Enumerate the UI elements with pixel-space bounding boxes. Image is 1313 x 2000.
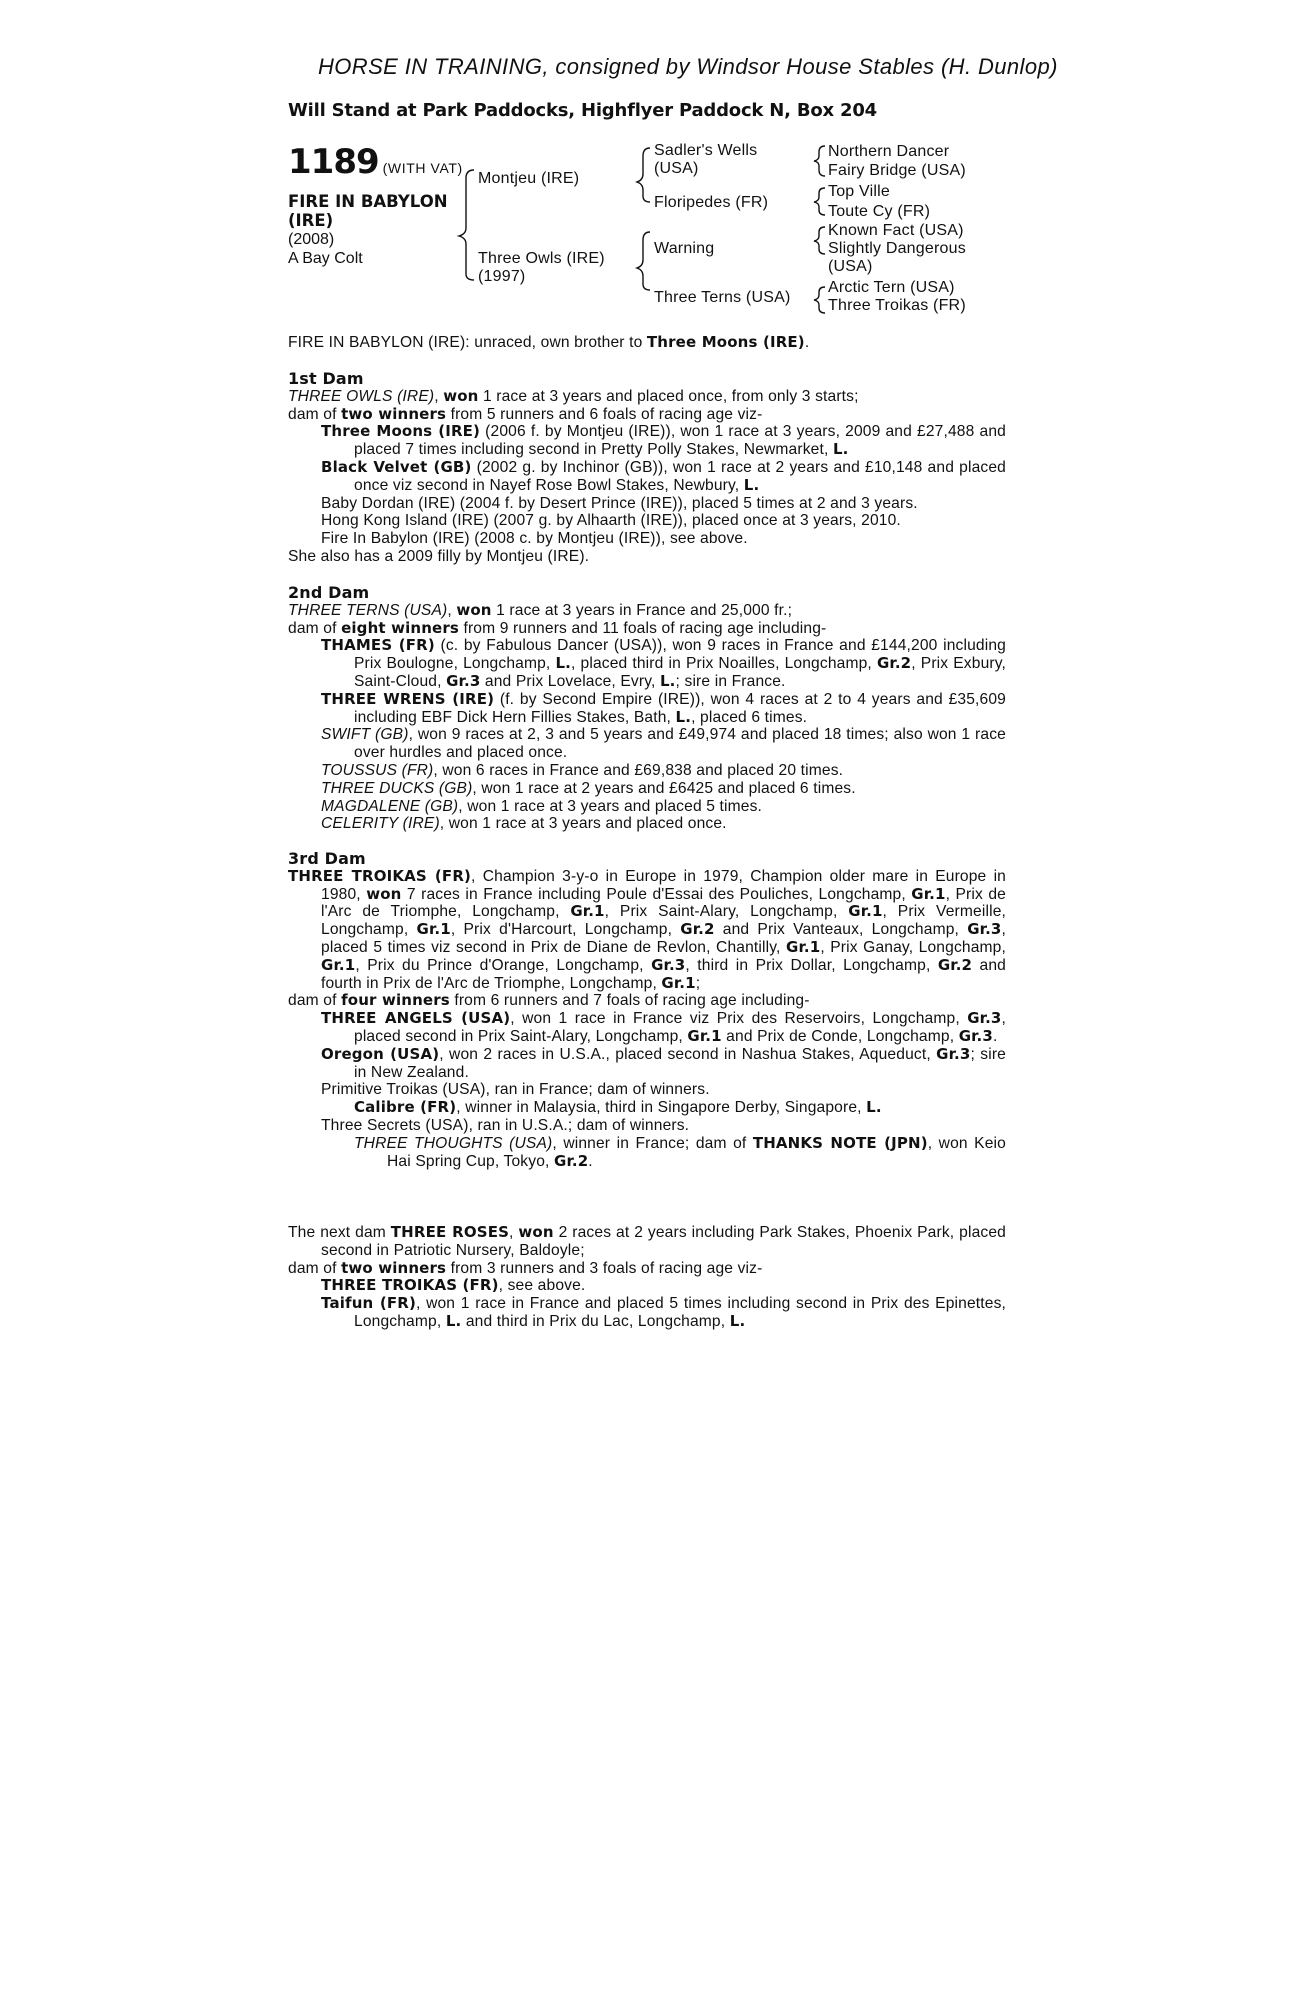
produce-row: Hong Kong Island (IRE) (2007 g. by Alhaarth (IRE)), placed once at 3 years, 2010. (321, 512, 901, 530)
race-grade: Gr.3 (958, 1026, 993, 1045)
race-grade: L. (445, 1311, 462, 1330)
race-grade: L. (866, 1098, 882, 1117)
produce-record: , placed third in Prix Noailles, Longchamp, (571, 655, 877, 673)
record-text: The next dam (288, 1224, 391, 1241)
produce-record: , won 6 races in France and £69,838 and placed 20 times. (433, 761, 844, 779)
race-grade: Gr.3 (651, 955, 686, 974)
gg-6: Slightly Dangerous (828, 240, 966, 257)
next-dam-name: THREE ROSES (390, 1223, 510, 1241)
runners-text: from 5 runners and 6 foals of racing age viz- (446, 405, 763, 423)
produce-record: , won 1 race in France viz Prix des Reservoirs, Longchamp, (510, 1010, 968, 1028)
produce-name: THREE TROIKAS (FR) (321, 1276, 499, 1295)
gg-8: Three Troikas (FR) (828, 297, 966, 314)
produce-record: (c. by Fabulous Dancer (USA)), won 9 races in France and £144,200 including Prix Boulogne, Longchamp, (354, 637, 1006, 673)
produce-record: , winner in France; dam of (552, 1134, 753, 1152)
consignor-title: HORSE IN TRAINING, consigned by Windsor House Stables (H. Dunlop) (318, 54, 1058, 79)
dam-of: dam of (288, 1259, 342, 1277)
race-grade: Gr.1 (848, 902, 883, 921)
won-label: won (456, 600, 492, 619)
race-grade: L. (675, 707, 692, 726)
produce-note: She also has a 2009 filly by Montjeu (IRE). (288, 547, 590, 565)
stand-location: Will Stand at Park Paddocks, Highflyer Paddock N, Box 204 (288, 100, 877, 121)
produce-record: (2002 g. by Inchinor (GB)), won 1 race at 2 years and £10,148 and placed once viz second in Nayef Rose Bowl Stakes, Newbury, (354, 458, 1006, 494)
third-dam-heading: 3rd Dam (288, 849, 366, 868)
dam-of: dam of (288, 992, 342, 1010)
intro-text: FIRE IN BABYLON (IRE): unraced, own brother to (288, 334, 647, 351)
vat-note: (WITH VAT) (382, 160, 463, 176)
produce-name: Calibre (FR) (354, 1098, 457, 1117)
produce-name: Taifun (FR) (321, 1294, 416, 1313)
second-dam-section: 2nd Dam THREE TERNS (USA), won 1 race at 3 years in France and 25,000 fr.; dam of eight winners from 9 runners and 11 foals of racing age including- THAMES (FR) (c. by Fabulous Dancer (USA)), won 9 races in France and £144,200 including Prix Boulogne, Longchamp, L., placed third in Prix Noailles, Longchamp, Gr.2, Prix Exbury, Saint-Cloud, Gr.3 and Prix Lovelace, Evry, L.; sire in France. THREE WRENS (IRE) (f. by Second Empire (IRE)), won 4 races at 2 to 4 years and £35,609 including EBF Dick Hern Fillies Stakes, Bath, L., placed 6 times. SWIFT (GB), won 9 races at 2, 3 and 5 years and £49,974 and placed 18 times; also won 1 race over hurdles and placed once. TOUSSUS (FR), won 6 races in France and £69,838 and placed 20 times. THREE DUCKS (GB), won 1 race at 2 years and £6425 and placed 6 times. MAGDALENE (GB), won 1 race at 3 years and placed 5 times. CELERITY (IRE), won 1 race at 3 years and placed once. (288, 583, 1007, 833)
produce-record: . (993, 1027, 998, 1045)
race-grade: Gr.2 (680, 920, 715, 939)
record-text: , Prix Saint-Alary, Longchamp, (604, 903, 849, 921)
produce-name: CELERITY (IRE) (321, 815, 440, 833)
next-dam-section (288, 1224, 1006, 1331)
gg-4: Toute Cy (FR) (828, 203, 931, 220)
race-grade: Gr.1 (416, 920, 451, 939)
produce-record: , winner in Malaysia, third in Singapore Derby, Singapore, (456, 1099, 867, 1117)
produce-record: (2006 f. by Montjeu (IRE)), won 1 race at 3 years, 2009 and £27,488 and placed 7 times including second in Pretty Polly Stakes, Newmarket, (354, 423, 1006, 459)
sire-sire: Sadler's Wells (USA) (654, 142, 758, 177)
dam-dam: Three Terns (USA) (654, 289, 791, 306)
race-grade: Gr.3 (446, 671, 481, 690)
produce-row (288, 1046, 1006, 1082)
produce-record: and Prix de Conde, Longchamp, (721, 1027, 959, 1045)
race-grade: Gr.1 (911, 884, 946, 903)
intro-end: . (804, 334, 810, 351)
produce-record: and third in Prix du Lac, Longchamp, (461, 1312, 730, 1330)
produce-row (288, 726, 1006, 762)
produce-row (288, 762, 1006, 780)
record-text: , third in Prix Dollar, Longchamp, (685, 956, 938, 974)
produce-name: MAGDALENE (GB) (321, 797, 459, 815)
dam-of: dam of (288, 405, 342, 423)
race-grade: Gr.3 (936, 1044, 971, 1063)
produce-record: , won 9 races at 2, 3 and 5 years and £49,974 and placed 18 times; also won 1 race over hurdles and placed once. (354, 726, 1006, 762)
race-grade: Gr.3 (967, 920, 1002, 939)
horse-description: A Bay Colt (288, 250, 363, 267)
produce-record: and Prix Lovelace, Evry, (480, 672, 660, 690)
winners-count: eight winners (341, 618, 459, 637)
produce-name: TOUSSUS (FR) (321, 761, 434, 779)
produce-record: , won 1 race at 3 years and placed 5 times. (458, 797, 763, 815)
produce-record: , won Keio Hai Spring Cup, Tokyo, (387, 1134, 1006, 1170)
produce-record: (f. by Second Empire (IRE)), won 4 races at 2 to 4 years and £35,609 including EBF Dick Hern Fillies Stakes, Bath, (354, 690, 1006, 726)
produce-record: , won 2 races in U.S.A., placed second in Nashua Stakes, Aqueduct, (439, 1045, 937, 1063)
produce-name: Black Velvet (GB) (321, 457, 472, 476)
gg-5: Known Fact (USA) (828, 222, 964, 239)
third-dam-section (288, 850, 1006, 1170)
gg-1: Northern Dancer (828, 143, 950, 160)
produce-row: Three Secrets (USA), ran in U.S.A.; dam of winners. (321, 1116, 690, 1134)
race-grade: Gr.1 (570, 902, 605, 921)
record-text: , Prix de l'Arc de Triomphe, Longchamp, (321, 885, 1006, 921)
won-label: won (366, 884, 402, 903)
produce-record: , see above. (498, 1277, 586, 1295)
gg-3: Top Ville (828, 183, 890, 200)
race-grade: Gr.1 (786, 937, 821, 956)
record-text: and Prix Vanteaux, Longchamp, (714, 921, 968, 939)
dam-year: (1997) (478, 268, 526, 285)
produce-name: Oregon (USA) (321, 1044, 440, 1063)
winners-count: two winners (341, 404, 447, 423)
produce-name: THREE DUCKS (GB) (321, 779, 473, 797)
produce-row: Fire In Babylon (IRE) (2008 c. by Montjeu (IRE)), see above. (321, 530, 748, 548)
record-text: 2 races at 2 years including Park Stakes, Phoenix Park, placed second in Patriotic Nursery, Baldoyle; (321, 1224, 1006, 1259)
produce-row (288, 1010, 1006, 1046)
race-grade: Gr.2 (553, 1151, 589, 1170)
produce-name: Three Moons (IRE) (321, 422, 481, 441)
produce-row (288, 459, 1006, 495)
race-grade: Gr.3 (967, 1009, 1002, 1028)
record-text: , Prix Vermeille, Longchamp, (321, 903, 1006, 939)
first-dam-heading: 1st Dam (288, 369, 364, 388)
produce-row (288, 1295, 1006, 1331)
produce-row (288, 1099, 1006, 1117)
record-text: , Prix Ganay, Longchamp, (820, 938, 1006, 956)
produce-name: THREE ANGELS (USA) (321, 1009, 511, 1028)
record-text: , Prix d'Harcourt, Longchamp, (450, 921, 681, 939)
won-label: won (443, 386, 479, 405)
produce-record: , won 1 race at 2 years and £6425 and placed 6 times. (472, 779, 856, 797)
dam-sire: Warning (654, 240, 715, 257)
gg-2: Fairy Bridge (USA) (828, 162, 966, 179)
lot-number: 1189 (288, 142, 379, 182)
first-dam-section: 1st Dam THREE OWLS (IRE), won 1 race at 3 years and placed once, from only 3 starts; dam of two winners from 5 runners and 6 foals of racing age viz- Three Moons (IRE) (2006 f. by Montjeu (IRE)), won 1 race at 3 years, 2009 and £27,488 and placed 7 times including second in Pretty Polly Stakes, Newmarket, L. Black Velvet (GB) (2002 g. by Inchinor (GB)), won 1 race at 2 years and £10,148 and placed once viz second in Nayef Rose Bowl Stakes, Newbury, L. Baby Dordan (IRE) (2004 f. by Desert Prince (IRE)), placed 5 times at 2 and 3 years. Hong Kong Island (IRE) (2007 g. by Alhaarth (IRE)), placed once at 3 years, 2010. Fire In Babylon (IRE) (2008 c. by Montjeu (IRE)), see above. She also has a 2009 filly by Montjeu (IRE). (288, 369, 1006, 565)
dam: Three Owls (IRE) (478, 250, 605, 267)
produce-row (288, 780, 1006, 798)
second-dam-record: 1 race at 3 years in France and 25,000 fr.; (491, 601, 793, 619)
second-dam-name: THREE TERNS (USA) (288, 601, 448, 619)
race-grade: Gr.2 (937, 955, 973, 974)
race-grade: L. (555, 654, 571, 673)
produce-row (288, 423, 1006, 459)
produce-name: THAMES (FR) (321, 636, 435, 655)
produce-record: . (588, 1152, 593, 1170)
produce-name: THANKS NOTE (JPN) (752, 1133, 928, 1152)
first-dam-name: THREE OWLS (IRE) (288, 387, 435, 405)
winners-count: two winners (341, 1258, 447, 1277)
produce-row (288, 798, 1006, 816)
produce-name: THREE THOUGHTS (USA) (354, 1134, 553, 1152)
produce-record: , placed 6 times. (691, 708, 808, 726)
produce-row: Baby Dordan (IRE) (2004 f. by Desert Prince (IRE)), placed 5 times at 2 and 3 years. (321, 494, 918, 512)
produce-row (288, 1135, 1006, 1171)
winners-count: four winners (341, 991, 450, 1010)
produce-row: Primitive Troikas (USA), ran in France; dam of winners. (321, 1081, 710, 1099)
race-grade: Gr.1 (687, 1026, 722, 1045)
record-text: , Champion 3-y-o in Europe in 1979, Champion older mare in Europe in 1980, (321, 867, 1007, 903)
produce-row (288, 637, 1006, 690)
foaling-year: (2008) (288, 231, 335, 248)
produce-record: , placed second in Prix Saint-Alary, Longchamp, (354, 1010, 1006, 1045)
gg-7: Arctic Tern (USA) (828, 279, 955, 296)
won-label: won (518, 1223, 554, 1241)
third-dam-name: THREE TROIKAS (FR) (288, 866, 472, 885)
dam-of: dam of (288, 619, 342, 637)
record-text: and fourth in Prix de l'Arc de Triomphe, Longchamp, (321, 956, 1007, 992)
produce-row (288, 1277, 1006, 1295)
sire-dam: Floripedes (FR) (654, 194, 769, 211)
intro (288, 334, 1006, 352)
produce-row (288, 815, 1006, 833)
race-grade: Gr.1 (321, 955, 356, 974)
produce-row (288, 691, 1006, 727)
intro-sibling: Three Moons (IRE) (646, 333, 805, 351)
runners-text: from 6 runners and 7 foals of racing age including- (449, 992, 810, 1010)
record-text: , (509, 1224, 519, 1241)
produce-name: THREE WRENS (IRE) (321, 689, 495, 708)
race-grade: L. (659, 671, 676, 690)
produce-record: , won 1 race in France and placed 5 times including second in Prix des Epinettes, Longchamp, (354, 1295, 1007, 1330)
produce-record: , won 1 race at 3 years and placed once. (439, 815, 727, 833)
produce-record: , Prix Exbury, Saint-Cloud, (354, 655, 1007, 690)
produce-name: SWIFT (GB) (321, 726, 409, 744)
record-text: ; (695, 974, 701, 992)
race-grade: Gr.2 (876, 654, 912, 673)
third-dam-record (288, 868, 1006, 993)
first-dam-record: 1 race at 3 years and placed once, from only 3 starts; (478, 387, 859, 405)
runners-text: from 9 runners and 11 foals of racing age including- (459, 619, 827, 637)
record-text: , Prix du Prince d'Orange, Longchamp, (355, 956, 652, 974)
race-grade: Gr.1 (661, 973, 696, 992)
second-dam-heading: 2nd Dam (288, 583, 370, 602)
runners-text: from 3 runners and 3 foals of racing age viz- (446, 1259, 763, 1277)
produce-record: ; sire in France. (675, 672, 786, 690)
record-text: 7 races in France including Poule d'Essai des Pouliches, Longchamp, (401, 885, 912, 903)
horse-name: FIRE IN BABYLON (IRE) (288, 192, 448, 230)
race-grade: L. (743, 475, 760, 494)
record-text: , placed 5 times viz second in Prix de Diane de Revlon, Chantilly, (321, 921, 1006, 956)
next-dam-record (288, 1224, 1006, 1260)
produce-record: ; sire in New Zealand. (354, 1045, 1006, 1081)
gg-6-country: (USA) (828, 258, 873, 275)
race-grade: L. (832, 440, 849, 459)
sire: Montjeu (IRE) (478, 170, 580, 187)
race-grade: L. (729, 1311, 746, 1330)
